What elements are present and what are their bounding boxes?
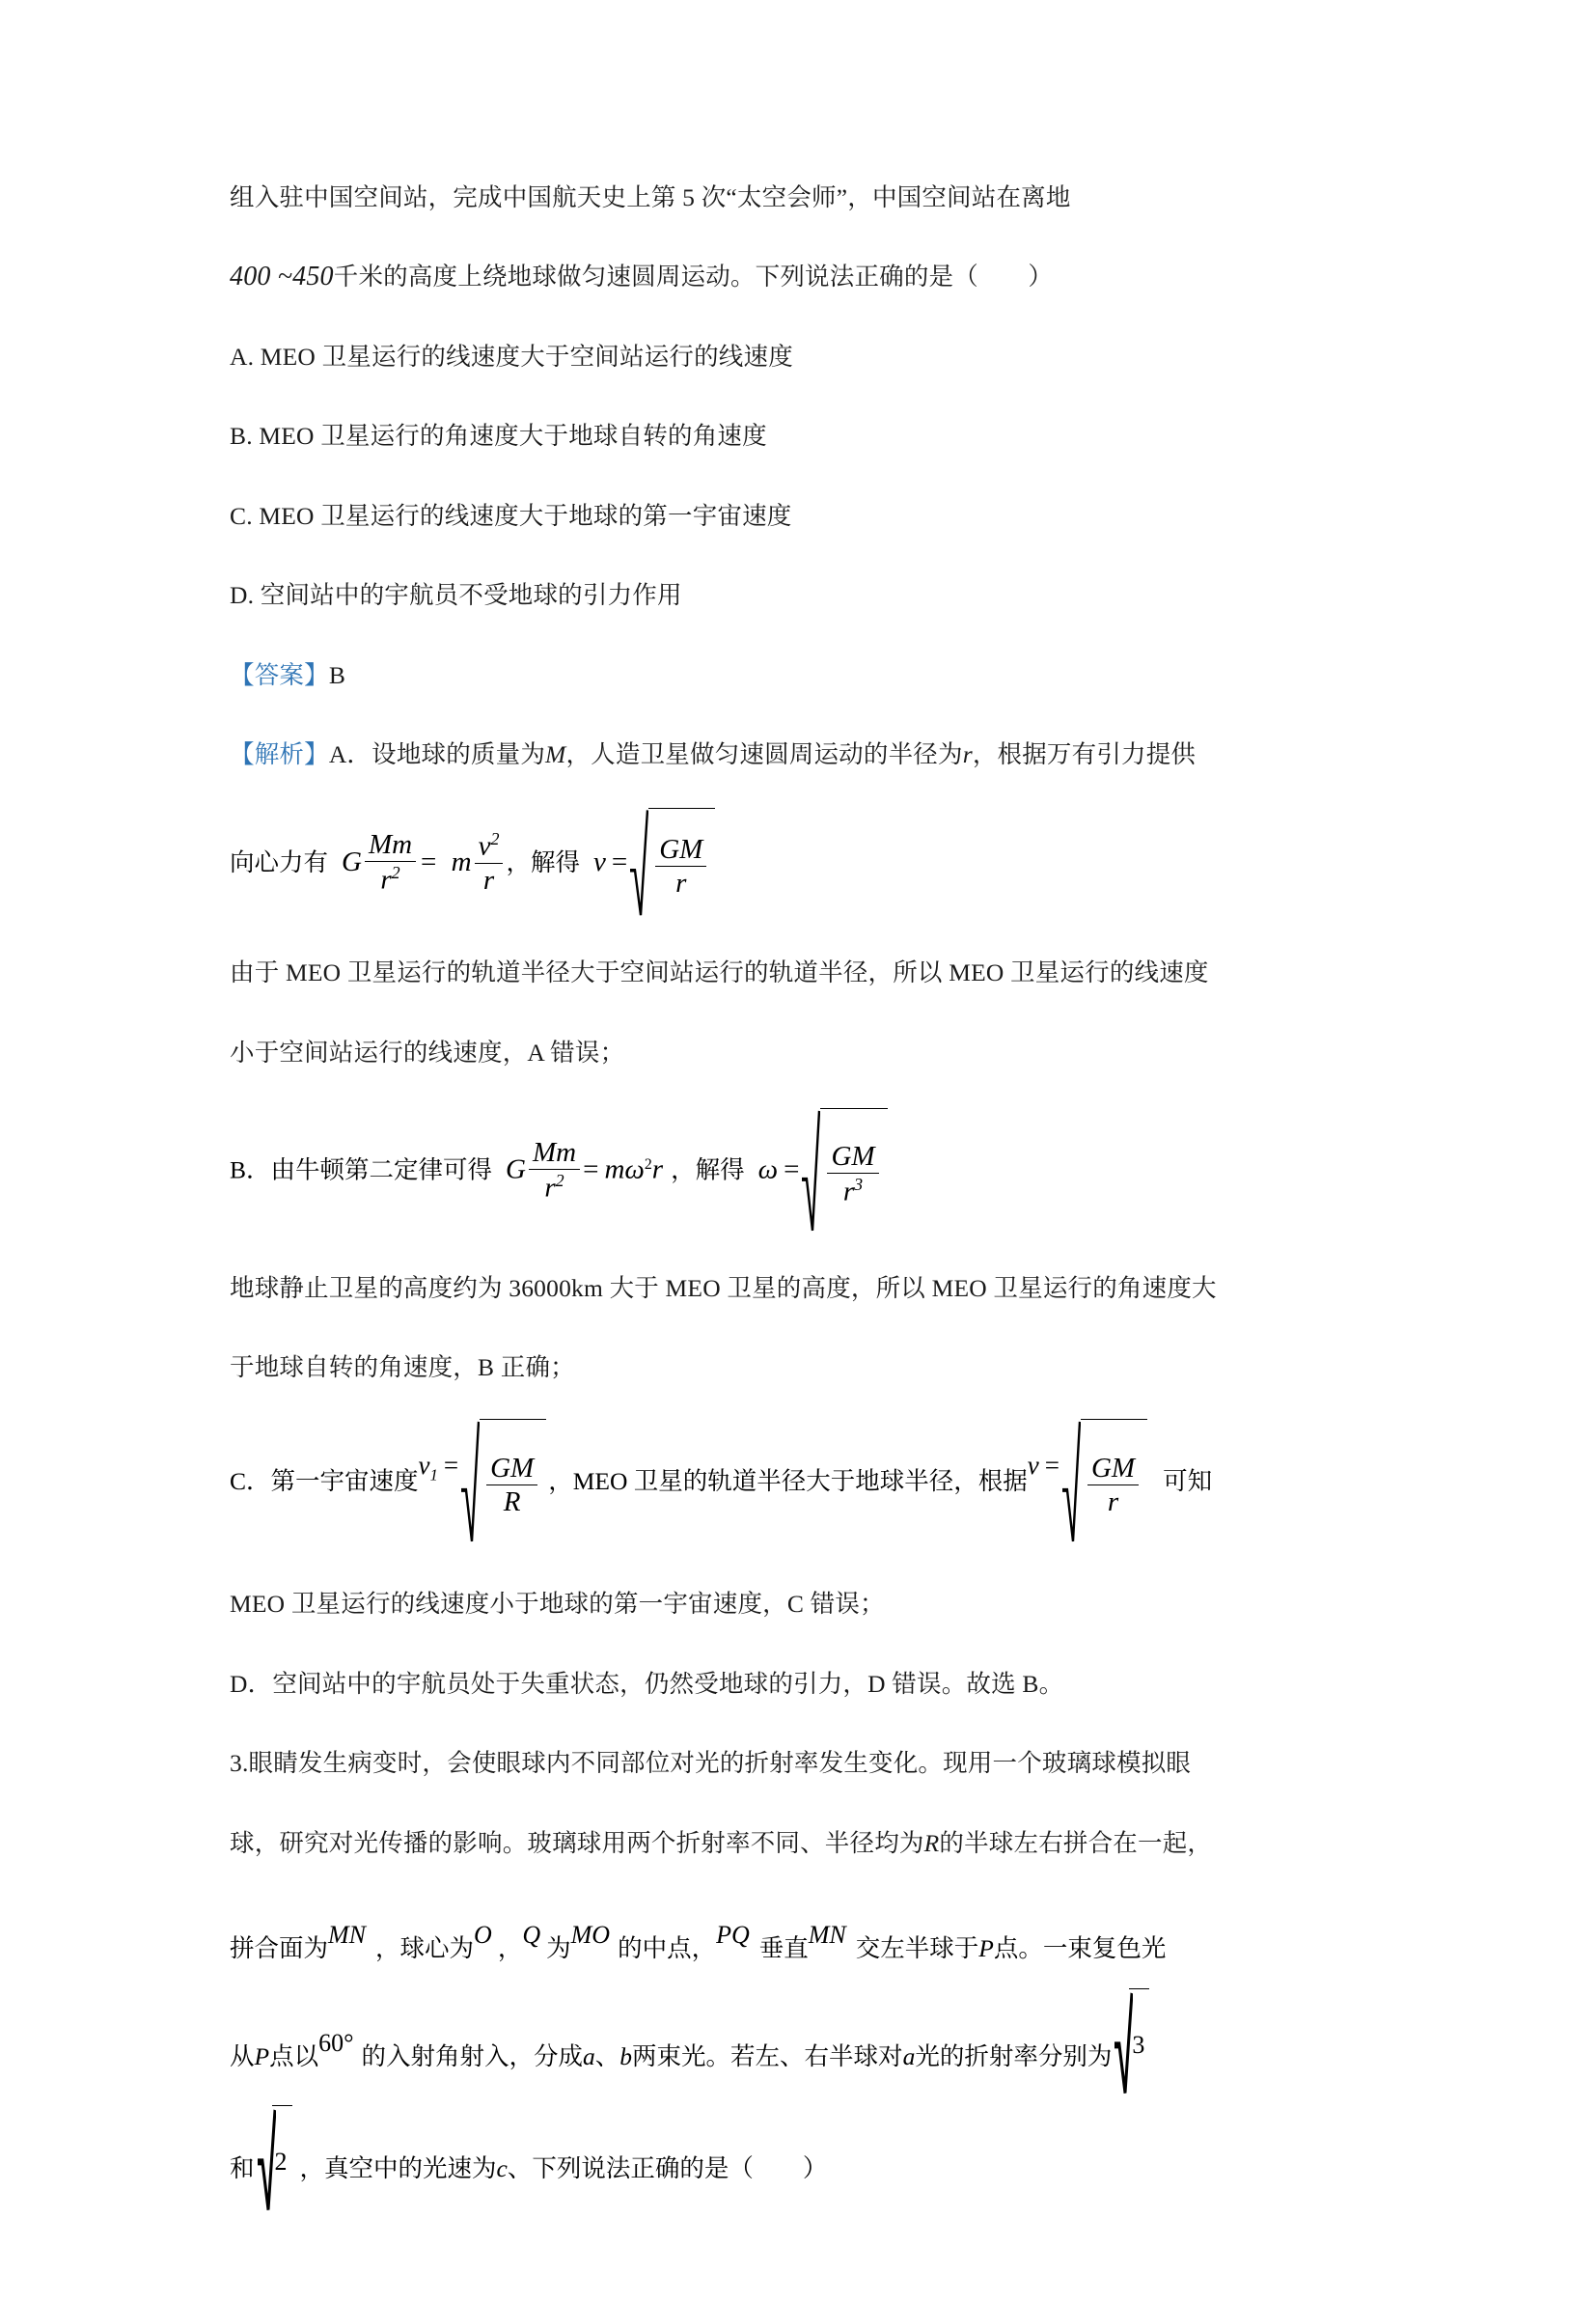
q3-l5a: 和	[230, 2153, 255, 2182]
radical-icon	[460, 1417, 480, 1544]
analysis-a-intro: A．设地球的质量为	[328, 740, 546, 768]
eq2-r: r	[651, 1153, 664, 1185]
eq2-radicand	[820, 1108, 887, 1234]
eq1-radicand	[648, 808, 715, 918]
q3-l3e: 的中点，	[618, 1934, 717, 1963]
eq3-sqrt-den: R	[503, 1485, 521, 1517]
analysis-row	[230, 727, 1374, 782]
eq1-denominator	[365, 862, 416, 896]
question3-line4	[230, 2003, 1374, 2115]
q3-l4c: 的入射角射入，分成	[361, 2042, 584, 2071]
eq3-v2: v	[1027, 1450, 1039, 1480]
option-d[interactable]: D. 空间站中的宇航员不受地球的引力作用	[230, 581, 682, 609]
radical-icon	[629, 806, 648, 918]
label-Q: Q	[522, 1921, 541, 1950]
eq3-sqrt	[460, 1419, 546, 1544]
sqrt-3	[1114, 1988, 1149, 2099]
eq3-prefix: C．第一宇宙速度	[230, 1466, 419, 1495]
eq3-sqrt-num: GM	[486, 1454, 537, 1485]
eq2-omega-exp: 2	[644, 1156, 652, 1174]
eq1-num2-exp: 2	[490, 828, 500, 848]
sqrt-3-radicand: 3	[1129, 1988, 1149, 2099]
eq2-m: m	[604, 1153, 625, 1185]
eq1-G: G	[342, 846, 362, 877]
analysis-label: 【解析】	[230, 740, 329, 768]
equation-2	[230, 1104, 1374, 1235]
eq2-G: G	[506, 1153, 526, 1185]
eq2-sqrt-den-exp: 3	[854, 1175, 864, 1195]
q3-l4a: 从	[230, 2042, 255, 2071]
eq1-fraction-Mm-r2	[365, 830, 416, 896]
eq2-equals2: =	[784, 1153, 800, 1185]
answer-value: B	[328, 660, 346, 689]
label-O: O	[474, 1921, 492, 1950]
option-a[interactable]: A. MEO 卫星运行的线速度大于空间站运行的线速度	[230, 342, 793, 371]
eq2-omega-lhs: ω	[757, 1153, 779, 1185]
analysis-a-line2: 小于空间站运行的线速度，A 错误；	[230, 1038, 625, 1067]
eq2-sqrt-den	[827, 1174, 878, 1207]
q3-l5b: ，真空中的光速为	[299, 2153, 497, 2182]
eq1-equals2: =	[611, 846, 628, 877]
q3-l3h: 点。一束复色光	[993, 1934, 1167, 1963]
eq2-fraction-Mm-r2	[529, 1138, 580, 1204]
eq2-numerator: Mm	[529, 1138, 580, 1170]
eq2-sqrt-den-var: r	[842, 1176, 855, 1207]
question2-stem-line2	[230, 249, 1374, 304]
q3-line2b: 的半球左右拼合在一起，	[939, 1828, 1213, 1857]
q3-l4b: 点以	[269, 2042, 319, 2071]
eq2-comma: ，	[671, 1155, 696, 1184]
question2-stem-line1: 组入驻中国空间站，完成中国航天史上第 5 次“太空会师”，中国空间站在离地	[230, 182, 1071, 211]
q3-l3c: ，	[497, 1934, 523, 1963]
q3-l4f: 光的折射率分别为	[915, 2042, 1113, 2071]
eq1-solve: 解得	[530, 848, 580, 876]
question3-line2	[230, 1816, 1374, 1871]
eq3-equals: =	[443, 1450, 459, 1480]
eq3-sqrt2	[1061, 1419, 1147, 1544]
eq1-numerator: Mm	[365, 830, 416, 862]
eq1-equals: =	[419, 846, 438, 877]
radical-icon	[257, 2103, 276, 2216]
sqrt-2-radicand: 2	[272, 2105, 292, 2216]
eq2-denominator	[529, 1170, 580, 1204]
eq2-sqrt-fraction	[827, 1142, 878, 1207]
eq2-equals: =	[583, 1153, 599, 1185]
eq1-num2	[475, 830, 504, 864]
radical-icon	[1114, 1986, 1133, 2099]
var-r: r	[962, 740, 973, 768]
eq3-radicand2	[1081, 1419, 1147, 1544]
eq1-fraction-v2-r	[475, 830, 504, 896]
label-PQ: PQ	[716, 1921, 750, 1950]
q3-l3b: ，球心为	[375, 1934, 475, 1963]
eq1-num2-var: v	[478, 830, 491, 862]
equation-1	[230, 809, 1374, 920]
stem-line2-rest: 千米的高度上绕地球做匀速圆周运动。下列说法正确的是（ ）	[333, 263, 1054, 291]
eq3-sqrt2-den: r	[1107, 1485, 1119, 1517]
analysis-a-mid: ，人造卫星做匀速圆周运动的半径为	[565, 740, 963, 768]
answer-row	[230, 648, 1374, 703]
analysis-c-line: MEO 卫星运行的线速度小于地球的第一宇宙速度，C 错误；	[230, 1590, 885, 1619]
incident-angle: 60°	[318, 2029, 354, 2058]
eq3-v1-var: v	[418, 1450, 430, 1480]
answer-label: 【答案】	[230, 660, 329, 689]
q3-line2a: 球，研究对光传播的影响。玻璃球用两个折射率不同、半径均为	[230, 1828, 924, 1857]
eq2-prefix: B．由牛顿第二定律可得	[230, 1155, 493, 1184]
eq3-equals2: =	[1044, 1450, 1059, 1480]
eq3-v1	[419, 1404, 438, 1536]
q3-l5c: 、下列说法正确的是（ ）	[507, 2153, 828, 2182]
q3-l4d: 、	[594, 2042, 620, 2071]
question3-line3	[230, 1895, 1374, 2003]
eq1-v: v	[593, 846, 606, 877]
eq3-sqrt2-num: GM	[1087, 1454, 1139, 1485]
label-MN-2: MN	[808, 1921, 846, 1950]
option-c[interactable]: C. MEO 卫星运行的线速度大于地球的第一宇宙速度	[230, 501, 792, 530]
q3-l3d: 为	[546, 1934, 571, 1963]
analysis-a-line1: 由于 MEO 卫星运行的轨道半径大于空间站运行的轨道半径，所以 MEO 卫星运行的线速度	[230, 958, 1209, 987]
option-b[interactable]: B. MEO 卫星运行的角速度大于地球自转的角速度	[230, 422, 767, 450]
analysis-b-line2: 于地球自转的角速度，B 正确；	[230, 1353, 575, 1382]
q3-l3g: 交左半球于	[855, 1934, 979, 1963]
eq1-m: m	[451, 846, 472, 877]
q3-l4e: 两束光。若左、右半球对	[632, 2042, 903, 2071]
radical-icon	[1061, 1417, 1081, 1544]
label-P: P	[978, 1934, 994, 1963]
eq2-den-exp: 2	[555, 1170, 564, 1190]
question3-line1: 3.眼睛发生病变时，会使眼球内不同部位对光的折射率发生变化。现用一个玻璃球模拟眼	[230, 1749, 1192, 1778]
q3-l3f: 垂直	[758, 1934, 809, 1963]
eq1-prefix: 向心力有	[230, 848, 329, 876]
label-MO: MO	[570, 1921, 611, 1950]
eq1-sqrt-num: GM	[655, 835, 706, 867]
eq1-sqrt-den: r	[675, 868, 687, 900]
var-c: c	[496, 2153, 508, 2182]
eq3-v1-sub: 1	[429, 1465, 438, 1484]
var-M: M	[545, 740, 566, 768]
radical-icon	[801, 1106, 820, 1234]
eq1-den-var: r	[380, 864, 392, 896]
ray-a-2: a	[902, 2042, 916, 2071]
eq2-sqrt-num: GM	[827, 1142, 878, 1174]
ray-b: b	[619, 2042, 633, 2071]
eq1-sqrt-fraction	[655, 835, 706, 900]
var-R: R	[923, 1828, 940, 1857]
eq3-sqrt2-fraction	[1087, 1454, 1139, 1518]
eq1-den2: r	[482, 864, 495, 896]
eq1-sqrt	[629, 808, 715, 918]
question3-line5	[230, 2115, 1374, 2227]
analysis-b-line1: 地球静止卫星的高度约为 36000km 大于 MEO 卫星的高度，所以 MEO 卫星运行的角速度大	[230, 1273, 1217, 1302]
q3-l3a: 拼合面为	[230, 1934, 329, 1963]
label-P-2: P	[254, 2042, 270, 2071]
eq3-tail: 可知	[1163, 1466, 1213, 1495]
eq2-den-var: r	[544, 1172, 556, 1204]
label-MN: MN	[328, 1921, 367, 1950]
eq2-solve: 解得	[695, 1155, 745, 1184]
eq2-sqrt	[801, 1108, 887, 1234]
analysis-a-end: ，根据万有引力提供	[972, 740, 1197, 768]
analysis-d-line: D．空间站中的宇航员处于失重状态，仍然受地球的引力，D 错误。故选 B。	[230, 1669, 1064, 1698]
sqrt-2	[257, 2105, 292, 2216]
ray-a: a	[583, 2042, 595, 2071]
eq2-omega: ω	[624, 1153, 645, 1185]
eq3-radicand	[480, 1419, 546, 1544]
eq3-mid: ，MEO 卫星的轨道半径大于地球半径，根据	[548, 1466, 1028, 1495]
equation-3	[230, 1420, 1374, 1551]
eq1-den-exp: 2	[391, 863, 400, 883]
eq3-sqrt-fraction	[486, 1454, 537, 1518]
altitude-range: 400 ~450	[230, 262, 334, 291]
eq1-comma: ，	[506, 848, 531, 876]
